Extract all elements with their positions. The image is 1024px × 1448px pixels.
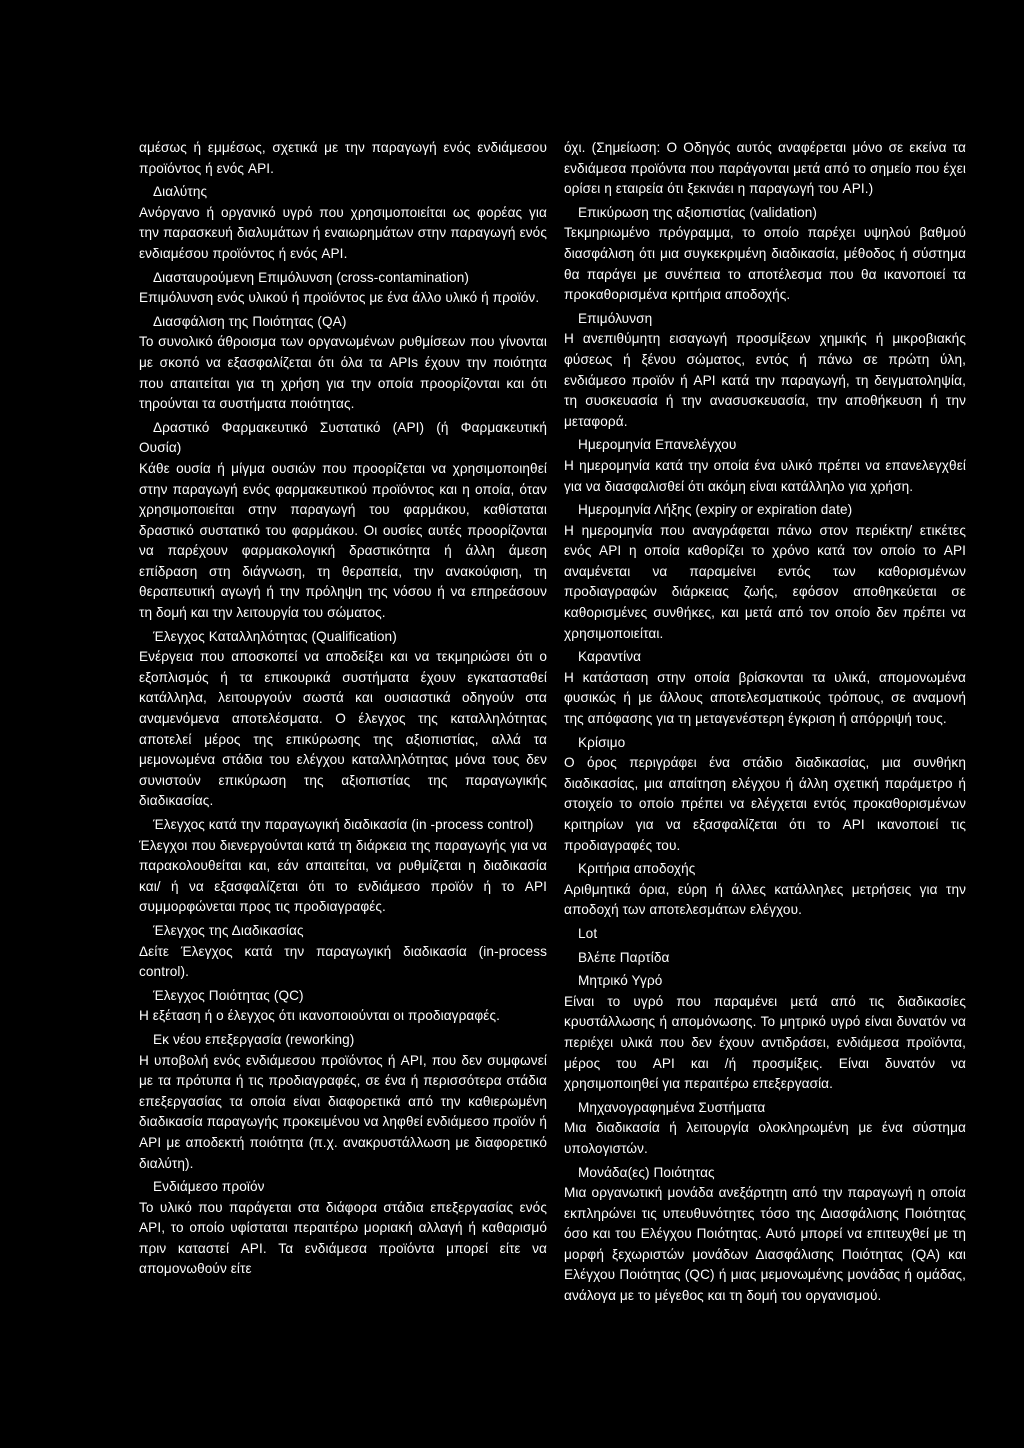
left-term-heading: Εκ νέου επεξεργασία (reworking) [153,1031,355,1047]
left-term-heading: Έλεγχος της Διαδικασίας [153,922,304,938]
right-term-heading: Μητρικό Υγρό [578,973,663,989]
left-definition: Επιμόλυνση ενός υλικού ή προϊόντος με ένα άλλο υλικό ή προϊόν. [139,290,540,306]
right-definition: Η κατάσταση στην οποία βρίσκονται τα υλικά, απομονωμένα φυσικώς ή με άλλους αποτελεσματικούς τρόπους, σε αναμονή της απόφασης για τη μεταγενέστερη έγκριση ή απόρριψή τους. [564,669,966,727]
left-term-heading: Δραστικό Φαρμακευτικό Συστατικό (API) (ή Φαρμακευτική Ουσία) [139,419,547,456]
left-definition: Το υλικό που παράγεται στα διάφορα στάδια επεξεργασίας ενός API, το οποίο υφίσταται περαιτέρω μοριακή αλλαγή ή καθαρισμό πριν καταστεί API. Τα ενδιάμεσα προϊόντα μπορεί είτε να απομονωθούν είτε [139,1199,547,1277]
right-term-heading: Lot [578,925,598,941]
left-definition: αμέσως ή εμμέσως, σχετικά με την παραγωγή ενός ενδιάμεσου προϊόντος ή ενός API. [139,140,547,176]
left-definition: Η εξέταση ή ο έλεγχος ότι ικανοποιούνται οι προδιαγραφές. [139,1008,500,1024]
right-definition: Μια διαδικασία ή λειτουργία ολοκληρωμένη με ένα σύστημα υπολογιστών. [564,1120,966,1156]
left-term-heading: Διασταυρούμενη Επιμόλυνση (cross-contamination) [153,269,469,285]
left-term-heading: Διαλύτης [153,184,208,200]
left-term-heading: Διασφάλιση της Ποιότητας (QA) [153,313,347,329]
right-definition: Η ανεπιθύμητη εισαγωγή προσμίξεων χημικής ή μικροβιακής φύσεως ή ξένου σώματος, εντός ή πάνω σε πρώτη ύλη, ενδιάμεσο προϊόν ή API κατά την παραγωγή, τη δειγματοληψία, τη συσκευασία ή την ανασυσκευασία, την αποθήκευση ή την μεταφορά. [564,331,966,429]
left-definition: Δείτε Έλεγχος κατά την παραγωγική διαδικασία (in-process control). [139,943,547,980]
right-definition: Ο όρος περιγράφει ένα στάδιο διαδικασίας, μια συνθήκη διαδικασίας, μια απαίτηση ελέγχου ή άλλη σχετική παράμετρο ή στοιχείο το οποίο πρέπει να ελέγχεται εντός προκαθορισμένων κριτηρίων για να εξασφαλίζεται ότι το API ικανοποιεί τις προδιαγραφές του. [564,755,966,853]
right-definition: Μια οργανωτική μονάδα ανεξάρτητη από την παραγωγή η οποία εκπληρώνει τις υπευθυνότητες τόσο της Διασφάλισης Ποιότητας όσο και του Ελέγχου Ποιότητας. Αυτό μπορεί να επιτευχθεί με τη μορφή ξεχωριστών μονάδων Διασφάλισης Ποιότητας (QA) και Ελέγχου Ποιότητας (QC) ή μιας μεμονωμένης μονάδας ή ομάδας, ανάλογα με το μέγεθος και τη δομή του οργανισμού. [564,1185,966,1304]
right-term-heading: Επικύρωση της αξιοπιστίας (validation) [578,204,818,220]
left-definition: Ενέργεια που αποσκοπεί να αποδείξει και να τεκμηριώσει ότι ο εξοπλισμός ή τα επικουρικά συστήματα έχουν εγκατασταθεί κατάλληλα, λειτουργούν σωστά και ουσιαστικά οδηγούν στα αναμενόμενα αποτελέσματα. Ο έλεγχος της καταλληλότητας αποτελεί μέρος της επικύρωσης της αξιοπιστίας, αλλά τα μεμονωμένα στάδια του ελέγχου καταλληλότητας μόνα τους δεν συνιστούν επικύρωση της αξιοπιστίας της παραγωγικής διαδικασίας. [139,649,547,809]
left-term-heading: Έλεγχος Ποιότητας (QC) [153,987,304,1003]
right-term-heading: Επιμόλυνση [578,310,653,326]
left-definition: Η υποβολή ενός ενδιάμεσου προϊόντος ή API, που δεν συμφωνεί με τα πρότυπα ή τις προδιαγραφές, σε ένα ή περισσότερα στάδια επεξεργασίας τα οποία είναι διαφορετικά από την καθιερωμένη διαδικασία παραγωγής προκειμένου να ληφθεί ενδιάμεσο προϊόν ή API με αποδεκτή ποιότητα (π.χ. ανακρυστάλλωση με διαφορετικό διαλύτη). [139,1052,547,1171]
right-term-heading: Καραντίνα [578,649,642,665]
left-definition: Κάθε ουσία ή μίγμα ουσιών που προορίζεται να χρησιμοποιηθεί στην παραγωγή ενός φαρμακευτικού προϊόντος και η οποία, όταν χρησιμοποιείται στην παραγωγή του φαρμάκου, καθίσταται δραστικό συστατικό του φαρμάκου. Οι ουσίες αυτές προορίζονται να παρέχουν φαρμακολογική δραστικότητα ή άλλη άμεση επίδραση στη διάγνωση, τη θεραπεία, την ανακούφιση, τη θεραπευτική αγωγή ή την πρόληψη της νόσου ή να επηρεάσουν τη δομή και την λειτουργία του σώματος. [139,460,547,621]
right-definition: Αριθμητικά όρια, εύρη ή άλλες κατάλληλες μετρήσεις για την αποδοχή των αποτελεσμάτων ελέγχου. [564,881,966,918]
left-definition: Έλεγχοι που διενεργούνται κατά τη διάρκεια της παραγωγής για να παρακολουθείται και, εάν απαιτείται, να ρυθμίζεται η διαδικασία και/ ή να εξασφαλίζεται ότι το ενδιάμεσο προϊόν ή το API συμμορφώνεται προς τις προδιαγραφές. [139,837,547,915]
left-definition: Ανόργανο ή οργανικό υγρό που χρησιμοποιείται ως φορέας για την παρασκευή διαλυμάτων ή εναιωρημάτων στην παραγωγή ενός ενδιαμέσου προϊόντος ή ενός API. [139,204,547,261]
left-column [139,138,547,1280]
right-term-heading: Ημερομηνία Λήξης (expiry or expiration date) [578,502,853,518]
left-term-heading: Έλεγχος Καταλληλότητας (Qualification) [153,628,397,644]
right-definition: Η ημερομηνία κατά την οποία ένα υλικό πρέπει να επανελεγχθεί για να διασφαλισθεί ότι ακόμη είναι κατάλληλο για χρήση. [564,457,966,494]
right-term-heading: Βλέπε Παρτίδα [578,949,670,965]
right-definition: Τεκμηριωμένο πρόγραμμα, το οποίο παρέχει υψηλού βαθμού διασφάλιση ότι μια συγκεκριμένη διαδικασία, μέθοδος ή σύστημα θα παράγει με συνέπεια το αποτέλεσμα που θα ικανοποιεί τα προκαθορισμένα κριτήρια αποδοχής. [564,225,966,303]
right-term-heading: Μονάδα(ες) Ποιότητας [578,1164,715,1180]
right-definition: Η ημερομηνία που αναγράφεται πάνω στον περιέκτη/ ετικέτες ενός API η οποία καθορίζει το χρόνο κατά τον οποίο το API αναμένεται να παραμείνει εντός των καθορισμένων προδιαγραφών διάρκειας ζωής, εφόσον αποθηκεύεται σε καθορισμένες συνθήκες, και μετά από τον οποίο δεν πρέπει να χρησιμοποιείται. [564,522,966,641]
right-column [564,138,966,1307]
right-term-heading: Ημερομηνία Επανελέγχου [578,437,737,453]
right-term-heading: Κρίσιμο [578,734,626,750]
right-definition: Είναι το υγρό που παραμένει μετά από τις διαδικασίες κρυστάλλωσης ή απομόνωσης. Το μητρικό υγρό είναι δυνατόν να περιέχει υλικά που δεν έχουν αντιδράσει, ενδιάμεσα προϊόντα, μέρος του API και /ή προσμίξεις. Είναι δυνατόν να χρησιμοποιηθεί για περαιτέρω επεξεργασία. [564,993,966,1092]
left-term-heading: Ενδιάμεσο προϊόν [153,1179,265,1195]
right-term-heading: Μηχανογραφημένα Συστήματα [578,1099,766,1115]
left-definition: Το συνολικό άθροισμα των οργανωμένων ρυθμίσεων που γίνονται με σκοπό να εξασφαλίζεται ότι όλα τα APIs έχουν την ποιότητα που απαιτείται για τη χρήση για την οποία προορίζονται και ότι τηρούνται τα συστήματα ποιότητας. [139,334,547,412]
right-term-heading: Κριτήρια αποδοχής [578,861,696,877]
left-term-heading: Έλεγχος κατά την παραγωγική διαδικασία (in -process control) [153,817,534,832]
right-definition: όχι. (Σημείωση: Ο Οδηγός αυτός αναφέρεται μόνο σε εκείνα τα ενδιάμεσα προϊόντα που παράγονται μετά από το σημείο που έχει ορίσει η εταιρεία ότι ξεκινάει η παραγωγή του API.) [564,140,966,197]
